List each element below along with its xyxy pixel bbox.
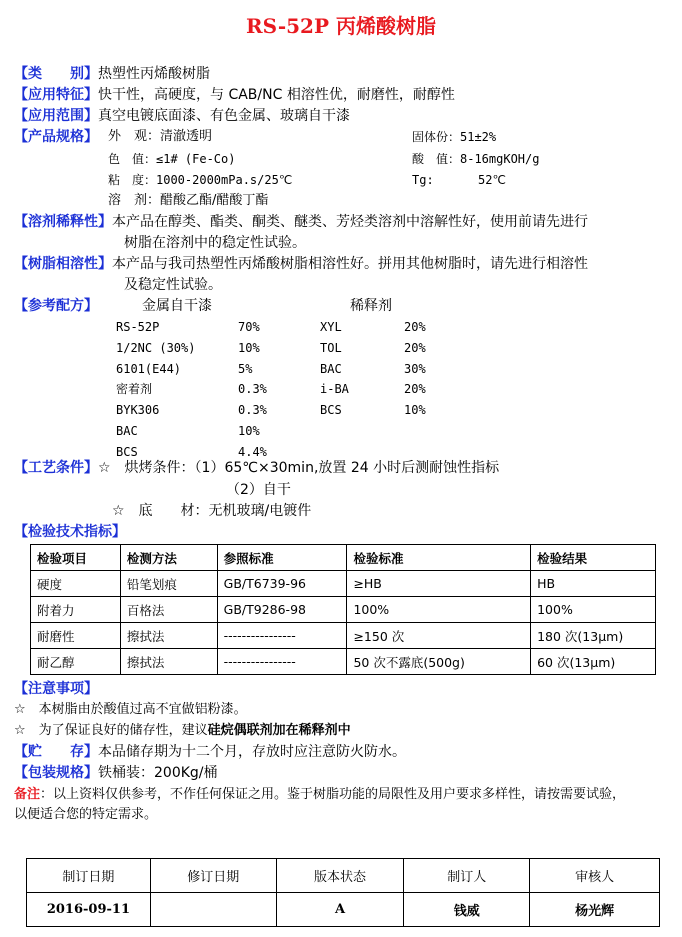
spec-tg-label: Tg: bbox=[412, 173, 434, 187]
table-cell: 擦拭法 bbox=[120, 649, 217, 675]
category-row bbox=[14, 64, 210, 85]
notes-row bbox=[14, 679, 98, 700]
process-text-3: ☆ 底 材：无机玻璃/电镀件 bbox=[112, 503, 312, 519]
remark-row bbox=[14, 785, 625, 805]
formula-amount: 10% bbox=[404, 403, 426, 418]
notes-label: 【注意事项】 bbox=[14, 681, 98, 697]
table-cell: HB bbox=[531, 571, 656, 597]
inspection-header: 参照标准 bbox=[217, 545, 347, 571]
table-cell: 耐乙醇 bbox=[31, 649, 121, 675]
spec-solvent: 溶 剂：醋酸乙酯/醋酸丁酯 bbox=[108, 193, 269, 208]
formula-component: 密着剂 bbox=[116, 382, 153, 397]
features-label: 【应用特征】 bbox=[14, 87, 98, 103]
spec-solid: 固体份：51±2% bbox=[412, 130, 497, 144]
category-label: 【类 别】 bbox=[14, 66, 98, 82]
table-cell: 附着力 bbox=[31, 597, 121, 623]
formula-component: i-BA bbox=[320, 382, 349, 397]
compat-text-2: 及稳定性试验。 bbox=[124, 277, 222, 293]
revision-header-row bbox=[27, 859, 660, 893]
formula-component: 1/2NC (30%) bbox=[116, 340, 196, 355]
scope-label: 【应用范围】 bbox=[14, 108, 98, 124]
table-cell: 50 次不露底(500g) bbox=[347, 649, 531, 675]
dilution-row bbox=[14, 212, 588, 233]
formula-amount: 4.4% bbox=[238, 444, 267, 459]
packing-label: 【包装规格】 bbox=[14, 765, 98, 781]
revision-value-row bbox=[27, 893, 660, 927]
formula-amount: 10% bbox=[238, 340, 260, 355]
scope-row bbox=[14, 106, 350, 127]
formula-component: BAC bbox=[116, 424, 138, 438]
spec-acid: 酸 值：8-16mgKOH/g bbox=[412, 152, 540, 166]
dilution-text: 本产品在醇类、酯类、酮类、醚类、芳烃类溶剂中溶解性好，使用前请先进行 bbox=[112, 214, 588, 230]
revision-value bbox=[150, 893, 276, 927]
dilution-label: 【溶剂稀释性】 bbox=[14, 214, 112, 230]
formula-component: XYL bbox=[320, 320, 342, 334]
table-cell: 100% bbox=[347, 597, 531, 623]
packing-row bbox=[14, 763, 218, 784]
compat-text: 本产品与我司热塑性丙烯酸树脂相溶性好。拼用其他树脂时，请先进行相溶性 bbox=[112, 256, 588, 272]
inspection-header: 检测方法 bbox=[120, 545, 217, 571]
table-cell: ≥HB bbox=[347, 571, 531, 597]
spec-viscosity: 粘 度：1000-2000mPa.s/25℃ bbox=[108, 173, 293, 187]
process-row bbox=[14, 458, 499, 479]
packing-text: 铁桶装：200Kg/桶 bbox=[98, 765, 218, 781]
formula-row bbox=[14, 296, 98, 317]
inspection-header-row bbox=[31, 545, 656, 571]
table-row bbox=[31, 571, 656, 597]
revision-value: 2016-09-11 bbox=[27, 893, 151, 927]
formula-head-left: 金属自干漆 bbox=[142, 298, 212, 314]
table-cell: 耐磨性 bbox=[31, 623, 121, 649]
scope-text: 真空电镀底面漆、有色金属、玻璃自干漆 bbox=[98, 108, 350, 124]
revision-table bbox=[26, 858, 660, 927]
note-2-text: ☆ 为了保证良好的储存性，建议 bbox=[14, 723, 208, 738]
table-cell: 100% bbox=[531, 597, 656, 623]
revision-value: 钱威 bbox=[404, 893, 530, 927]
table-cell: ---------------- bbox=[217, 649, 347, 675]
table-cell: GB/T6739-96 bbox=[217, 571, 347, 597]
table-cell: 百格法 bbox=[120, 597, 217, 623]
revision-header: 修订日期 bbox=[150, 859, 276, 893]
formula-component: 6101(E44) bbox=[116, 361, 182, 376]
formula-amount: 30% bbox=[404, 361, 426, 376]
revision-header: 版本状态 bbox=[276, 859, 404, 893]
formula-component: BCS bbox=[320, 403, 342, 418]
table-cell: 擦拭法 bbox=[120, 623, 217, 649]
note-2 bbox=[14, 721, 351, 741]
inspection-label: 【检验技术指标】 bbox=[14, 524, 126, 540]
table-row bbox=[31, 623, 656, 649]
storage-label: 【贮 存】 bbox=[14, 744, 98, 760]
table-row bbox=[31, 649, 656, 675]
note-1: ☆ 本树脂由於酸值过高不宜做铝粉漆。 bbox=[14, 702, 247, 717]
formula-label: 【参考配方】 bbox=[14, 298, 98, 314]
table-cell: 180 次(13μm) bbox=[531, 623, 656, 649]
formula-amount: 0.3% bbox=[238, 382, 267, 397]
inspection-row bbox=[14, 522, 126, 543]
table-cell: ≥150 次 bbox=[347, 623, 531, 649]
compat-row bbox=[14, 254, 588, 275]
spec-tg-value: 52℃ bbox=[478, 173, 506, 187]
specs-label: 【产品规格】 bbox=[14, 129, 98, 145]
process-label: 【工艺条件】 bbox=[14, 460, 98, 476]
process-text-2: （2）自干 bbox=[226, 482, 291, 498]
table-cell: 60 次(13μm) bbox=[531, 649, 656, 675]
table-cell: ---------------- bbox=[217, 623, 347, 649]
inspection-header: 检验项目 bbox=[31, 545, 121, 571]
note-2-emphasis: 硅烷偶联剂加在稀释剂中 bbox=[207, 723, 351, 738]
inspection-header: 检验标准 bbox=[347, 545, 531, 571]
formula-component: RS-52P bbox=[116, 320, 160, 334]
revision-header: 制订日期 bbox=[27, 859, 151, 893]
features-text: 快干性，高硬度，与 CAB/NC 相溶性优，耐磨性，耐醇性 bbox=[98, 87, 455, 103]
revision-value: 杨光辉 bbox=[530, 893, 660, 927]
formula-component: BCS bbox=[116, 444, 138, 459]
document-title: RS-52P 丙烯酸树脂 bbox=[246, 14, 436, 38]
remark-text-2: 以便适合您的特定需求。 bbox=[14, 807, 158, 822]
formula-amount: 20% bbox=[404, 320, 426, 334]
storage-row bbox=[14, 742, 406, 763]
formula-component: TOL bbox=[320, 340, 342, 355]
inspection-table bbox=[30, 544, 656, 675]
spec-color: 色 值：≤1# (Fe-Co) bbox=[108, 152, 236, 166]
compat-label: 【树脂相溶性】 bbox=[14, 256, 112, 272]
dilution-text-2: 树脂在溶剂中的稳定性试验。 bbox=[124, 235, 306, 251]
specs-label-row bbox=[14, 127, 98, 148]
formula-component: BAC bbox=[320, 361, 342, 376]
formula-component: BYK306 bbox=[116, 403, 160, 418]
revision-header: 制订人 bbox=[404, 859, 530, 893]
table-cell: GB/T9286-98 bbox=[217, 597, 347, 623]
remark-text: ：以上资料仅供参考，不作任何保证之用。鉴于树脂功能的局限性及用户要求多样性，请按需要试验， bbox=[40, 787, 626, 802]
table-cell: 铅笔划痕 bbox=[120, 571, 217, 597]
process-text-1: ☆ 烘烤条件：（1）65℃×30min,放置 24 小时后测耐蚀性指标 bbox=[98, 460, 500, 476]
revision-header: 审核人 bbox=[530, 859, 660, 893]
table-cell: 硬度 bbox=[31, 571, 121, 597]
formula-amount: 10% bbox=[238, 424, 260, 438]
revision-value: A bbox=[276, 893, 404, 927]
formula-amount: 70% bbox=[238, 320, 260, 334]
spec-appearance: 外 观：清澈透明 bbox=[108, 129, 213, 144]
formula-head-right: 稀释剂 bbox=[350, 298, 392, 314]
category-text: 热塑性丙烯酸树脂 bbox=[98, 66, 210, 82]
features-row bbox=[14, 85, 455, 106]
inspection-header: 检验结果 bbox=[531, 545, 656, 571]
formula-amount: 5% bbox=[238, 361, 253, 376]
remark-label: 备注 bbox=[14, 787, 41, 802]
formula-amount: 0.3% bbox=[238, 403, 267, 418]
table-row bbox=[31, 597, 656, 623]
formula-amount: 20% bbox=[404, 340, 426, 355]
formula-amount: 20% bbox=[404, 382, 426, 397]
storage-text: 本品储存期为十二个月，存放时应注意防火防水。 bbox=[98, 744, 406, 760]
